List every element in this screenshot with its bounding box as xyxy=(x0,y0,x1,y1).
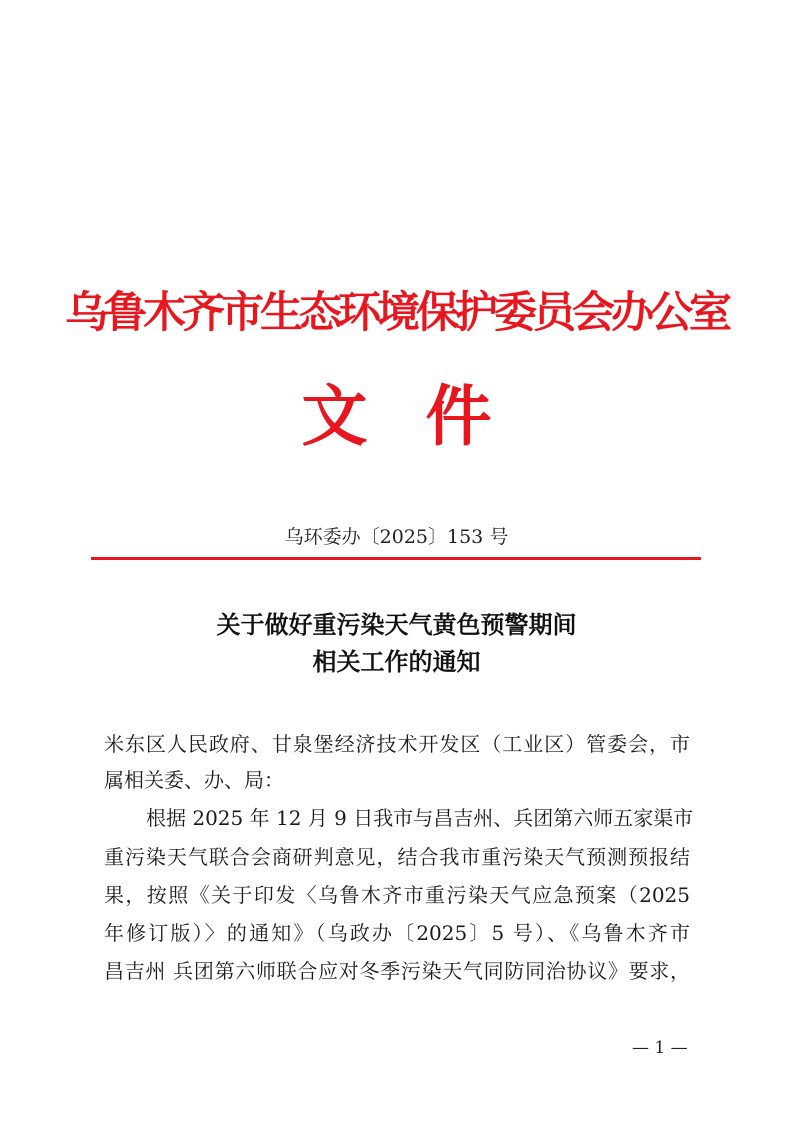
body-line: 重污染天气联合会商研判意见，结合我市重污染天气预测预报结 xyxy=(104,845,690,869)
agency-name-heading: 乌鲁木齐市生态环境保护委员会办公室 xyxy=(65,288,728,338)
body-line: 年修订版）〉的通知》（乌政办〔2025〕5 号）、《乌鲁木齐市 xyxy=(104,921,690,945)
page-number: — 1 — xyxy=(632,1038,688,1058)
document-number: 乌环委办〔2025〕153 号 xyxy=(284,526,509,548)
notice-title-line-1: 关于做好重污染天气黄色预警期间 xyxy=(216,610,577,639)
body-line: 昌吉州 兵团第六师联合应对冬季污染天气同防同治协议》要求， xyxy=(104,959,690,983)
red-divider-line xyxy=(91,557,701,560)
body-line: 属相关委、办、局： xyxy=(104,768,284,792)
notice-title-line-2: 相关工作的通知 xyxy=(312,647,481,676)
body-line: 根据 2025 年 12 月 9 日我市与昌吉州、兵团第六师五家渠市 xyxy=(146,806,694,830)
body-line: 果，按照《关于印发〈乌鲁木齐市重污染天气应急预案（2025 xyxy=(104,883,690,907)
body-line: 米东区人民政府、甘泉堡经济技术开发区（工业区）管委会，市 xyxy=(104,732,690,756)
document-kind-heading: 文件 xyxy=(301,377,550,455)
